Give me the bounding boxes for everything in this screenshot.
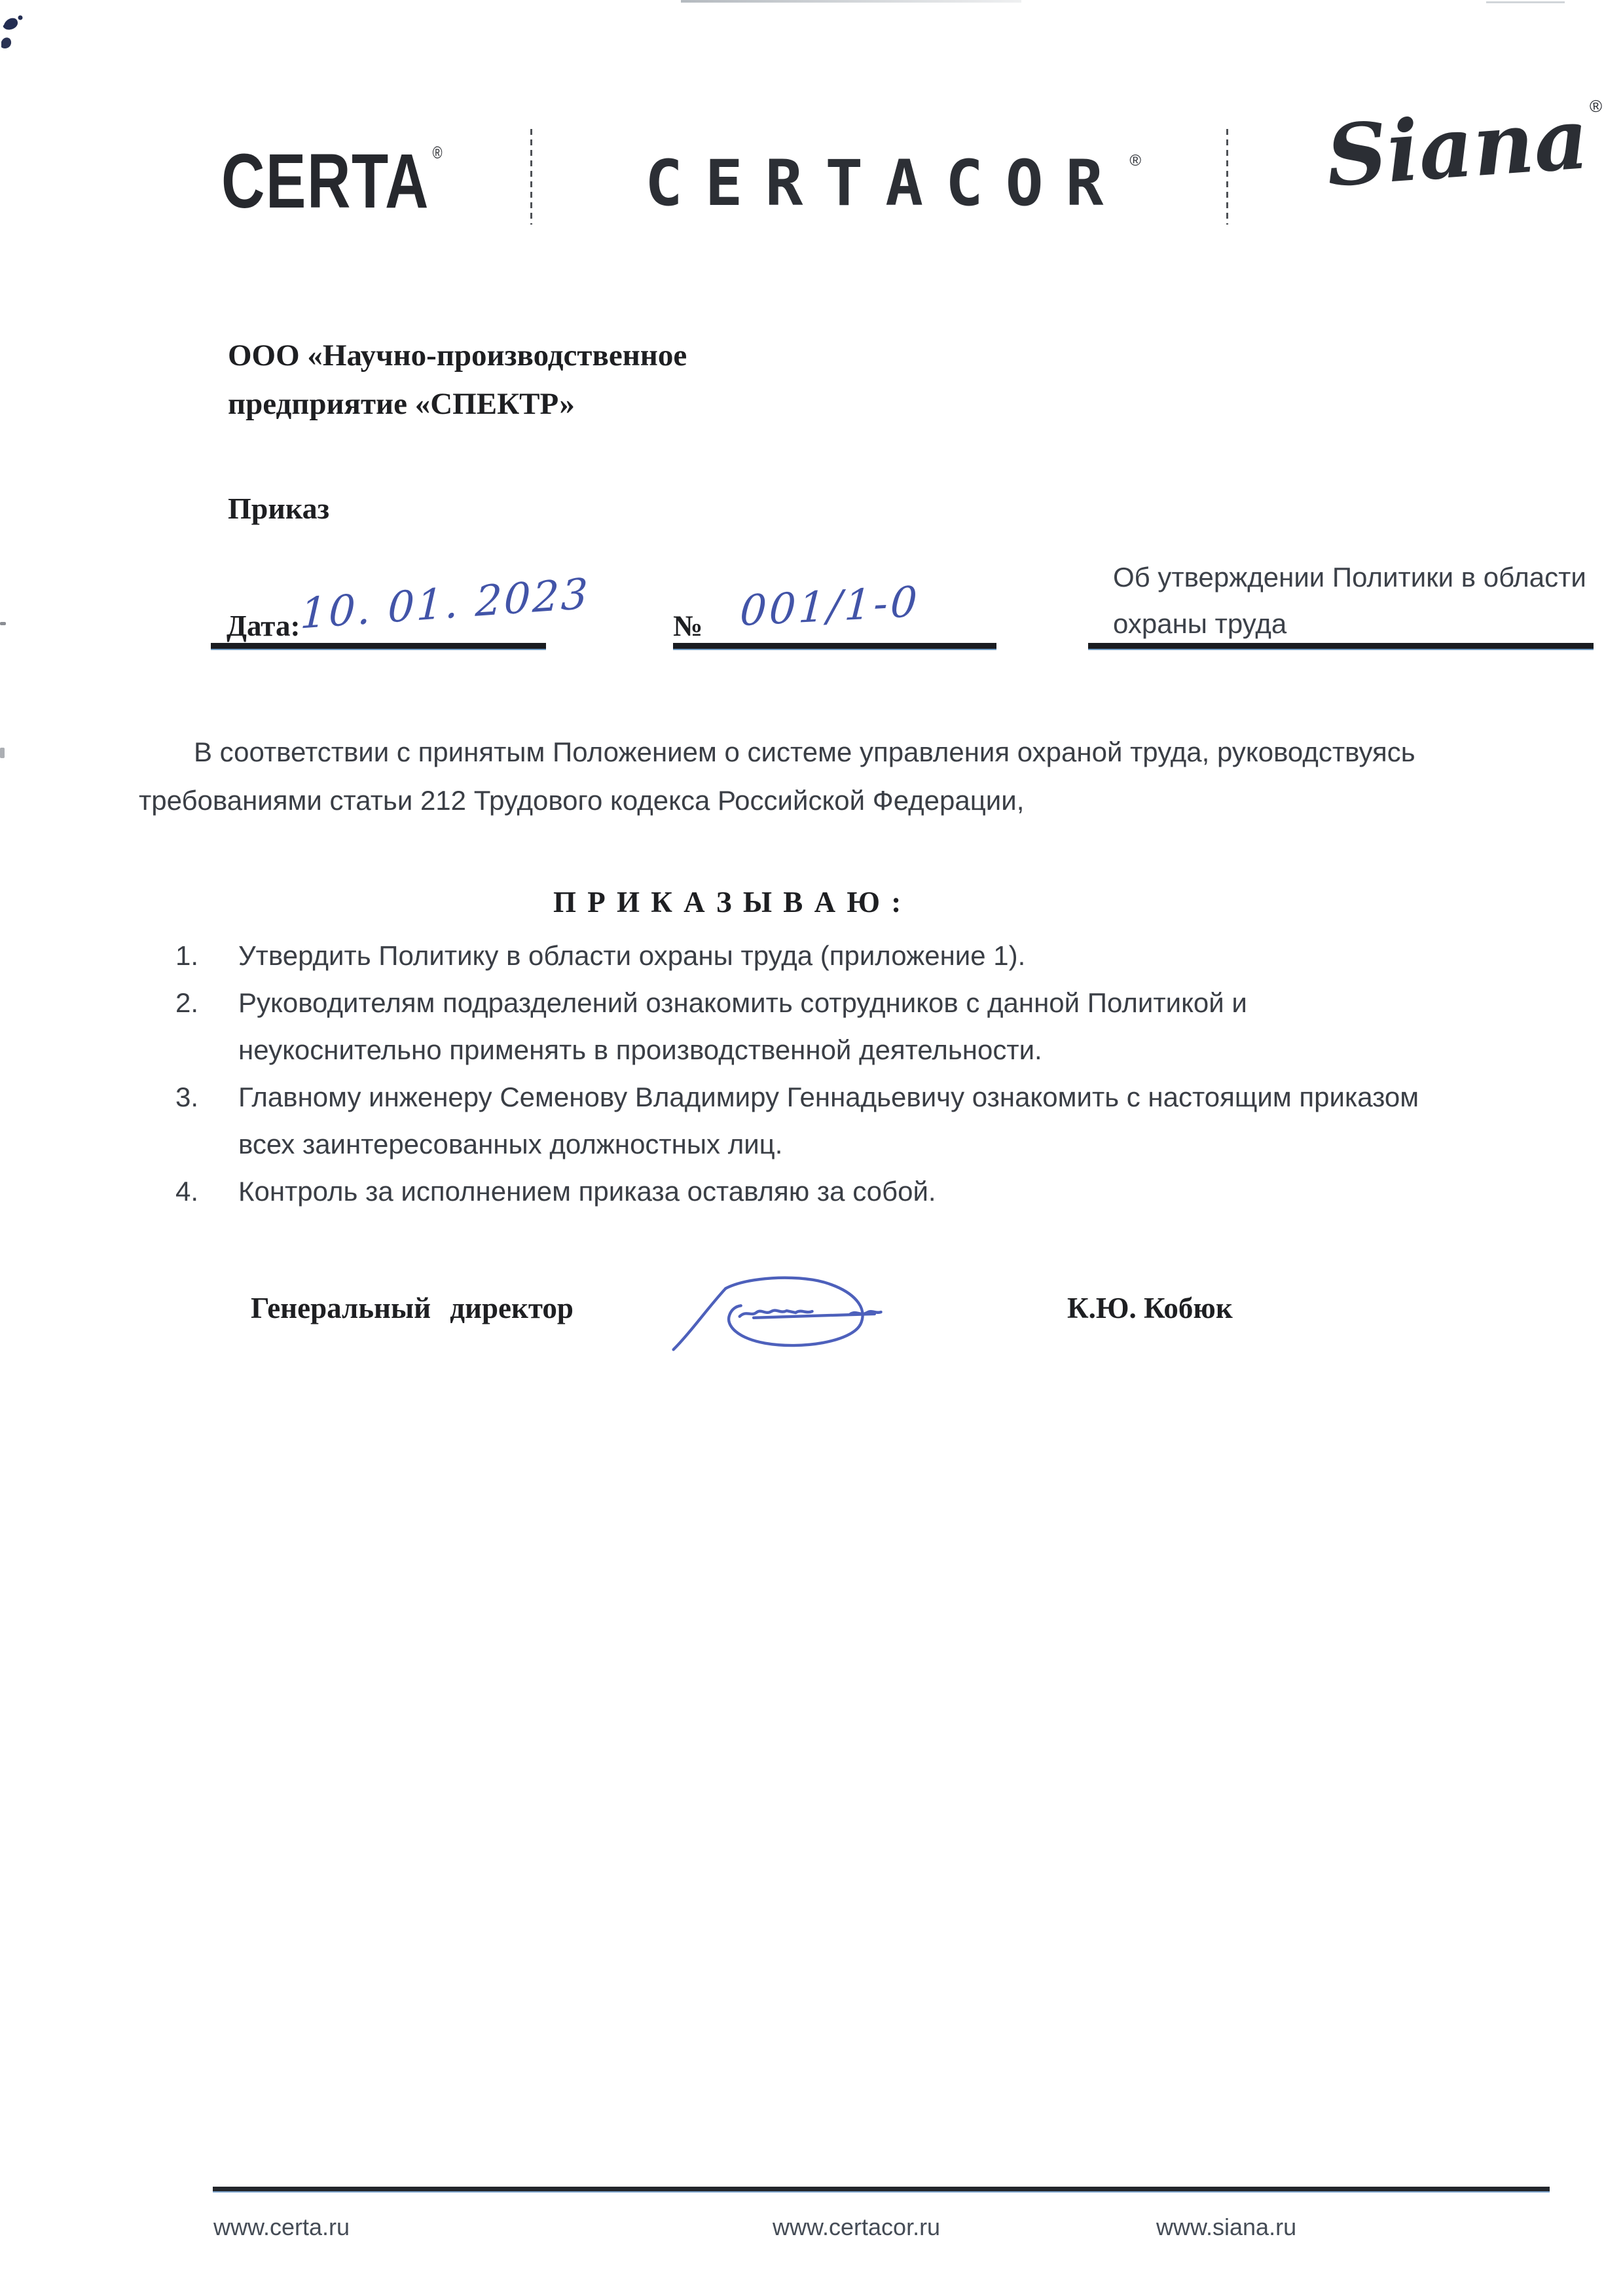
order-item [175,979,1557,1074]
scan-artifact-edge-mark [0,622,6,625]
order-item-number: 1. [175,940,199,971]
registered-trademark-icon: ® [1129,152,1142,170]
preamble-line: требованиями статьи 212 Трудового кодекса Российской Федерации, [139,785,1025,816]
signer-name: К.Ю. Кобюк [1067,1292,1233,1324]
number-underline [673,643,996,650]
registered-trademark-icon: ® [432,143,443,162]
certa-logo [221,138,443,225]
siana-logo [1323,90,1607,206]
scan-artifact-top-line [1486,1,1565,3]
footer-link-certacor: www.certacor.ru [773,2214,941,2240]
company-name [228,331,687,428]
order-item-number: 2. [175,987,199,1018]
order-item-number: 3. [175,1082,199,1112]
document-subject [1113,554,1601,647]
footer-rule [213,2187,1550,2193]
logo-divider [530,129,532,225]
footer-link-siana: www.siana.ru [1156,2214,1297,2240]
preamble-paragraph [139,728,1537,825]
certa-logo-text: CERTA [221,138,429,225]
date-label: Дата: [227,610,301,642]
order-item-text: Утвердить Политику в области охраны труда (приложение 1). [238,940,1026,971]
order-item [175,1168,1557,1215]
siana-logo-text: Siana [1323,90,1592,206]
subject-line: Об утверждении Политики в области [1113,562,1586,592]
logo-divider [1226,129,1228,225]
scan-artifact-edge-mark [0,748,5,758]
order-item [175,932,1557,979]
document-number-handwritten: 001/1-0 [739,577,921,636]
order-heading: П Р И К А З Ы В А Ю : [553,886,903,919]
scan-artifact-top-line [681,0,1021,3]
company-name-line: ООО «Научно-производственное [228,338,687,373]
date-value-handwritten: 10. 01. 2023 [299,570,591,639]
order-items-list [175,932,1557,1215]
preamble-line: В соответствии с принятым Положением о системе управления охраной труда, руководствуясь [194,737,1415,767]
certacor-logo [645,147,1142,220]
scan-artifact-ink-blot [0,10,26,56]
order-item-text: Главному инженеру Семенову Владимиру Геннадьевичу ознакомить с настоящим приказом всех заинтересованных должностных лиц. [238,1082,1419,1159]
signature-handwriting [665,1273,894,1352]
registered-trademark-icon: ® [1589,96,1603,117]
document-number-label: № [673,610,703,642]
order-item [175,1074,1557,1168]
subject-line: охраны труда [1113,608,1287,639]
order-item-text: Контроль за исполнением приказа оставляю за собой. [238,1176,936,1207]
order-item-number: 4. [175,1176,199,1207]
certacor-logo-text: CERTACOR [645,147,1126,220]
signature-position-title: Генеральный директор [251,1292,574,1324]
date-underline [211,643,546,650]
document-type-heading: Приказ [228,492,330,525]
footer-link-certa: www.certa.ru [213,2214,350,2240]
order-item-text: Руководителям подразделений ознакомить сотрудников с данной Политикой и неукоснительно применять в производственной деятельности. [238,987,1247,1065]
subject-underline [1088,643,1594,650]
company-name-line: предприятие «СПЕКТР» [228,387,575,421]
